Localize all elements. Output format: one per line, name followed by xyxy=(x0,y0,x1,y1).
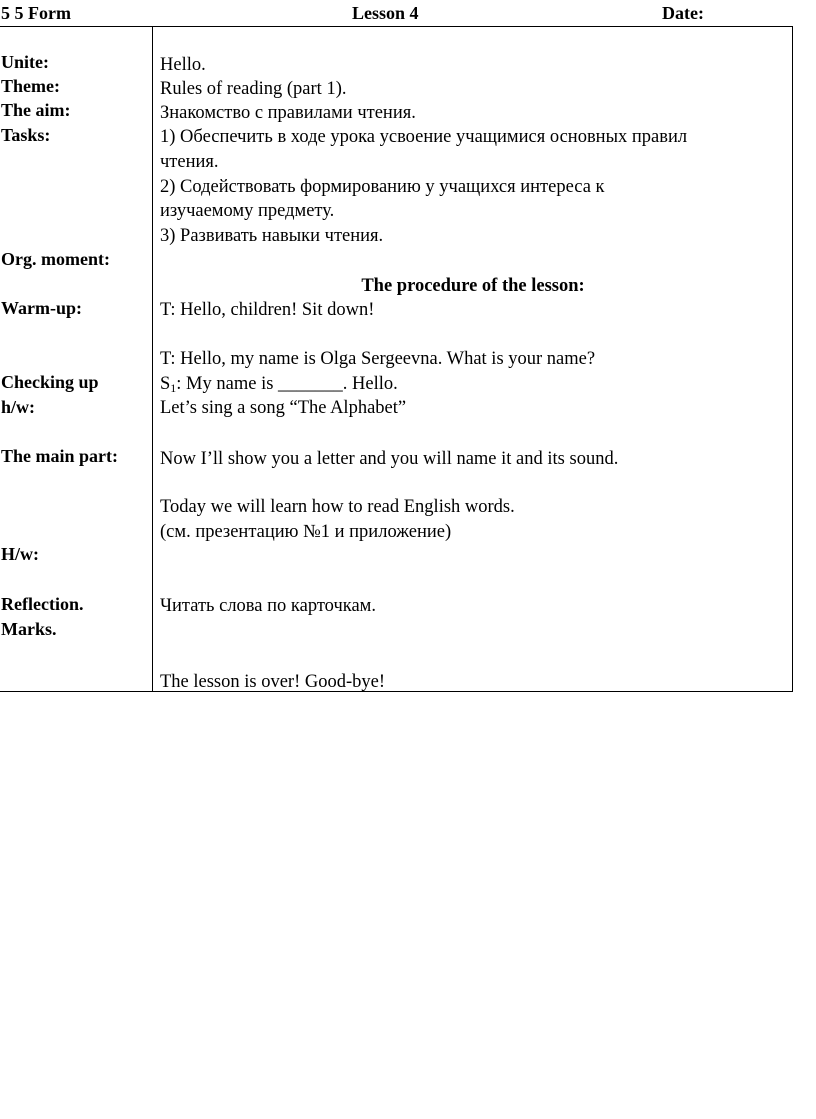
student-subscript: 1 xyxy=(170,381,177,395)
label-theme: Theme: xyxy=(1,76,60,96)
label-checking-up: Checking up xyxy=(1,372,99,392)
aim-text: Знакомство с правилами чтения. xyxy=(160,103,416,123)
task-2-line-2: изучаемому предмету. xyxy=(160,201,335,221)
student-reply: : My name is _______. Hello. xyxy=(176,374,398,394)
date-label: Date: xyxy=(662,3,704,23)
main-part-text: Today we will learn how to read English words. xyxy=(160,497,515,517)
student-prefix: S xyxy=(160,374,171,394)
label-aim: The aim: xyxy=(1,100,71,120)
main-part-note: (см. презентацию №1 и приложение) xyxy=(160,522,452,542)
label-org-moment: Org. moment: xyxy=(1,249,110,269)
warm-up-text: T: Hello, my name is Olga Sergeevna. What is your name? xyxy=(160,349,596,369)
label-warm-up: Warm-up: xyxy=(1,298,82,318)
task-3: 3) Развивать навыки чтения. xyxy=(160,226,384,246)
unite-text: Hello. xyxy=(160,55,206,75)
song-text: Let’s sing a song “The Alphabet” xyxy=(160,398,407,418)
checking-text: Now I’ll show you a letter and you will name it and its sound. xyxy=(160,449,619,469)
task-1-line-2: чтения. xyxy=(160,152,219,172)
label-hw: H/w: xyxy=(1,544,39,564)
label-tasks: Tasks: xyxy=(1,125,51,145)
procedure-title: The procedure of the lesson: xyxy=(361,276,585,296)
lesson-number: Lesson 4 xyxy=(352,3,419,23)
label-unite: Unite: xyxy=(1,52,49,72)
org-moment-text: T: Hello, children! Sit down! xyxy=(160,300,375,320)
task-1-line-1: 1) Обеспечить в ходе урока усвоение учащимися основных правил xyxy=(160,127,688,147)
student-line xyxy=(160,372,398,397)
theme-text: Rules of reading (part 1). xyxy=(160,79,347,99)
hw-text: Читать слова по карточкам. xyxy=(160,596,377,616)
form-label: 5 5 Form xyxy=(1,3,71,23)
column-divider xyxy=(152,27,153,691)
lesson-header xyxy=(0,0,794,26)
label-main-part: The main part: xyxy=(1,446,118,466)
task-2-line-1: 2) Содействовать формированию у учащихся интереса к xyxy=(160,177,605,197)
lesson-plan-table xyxy=(0,26,793,692)
label-reflection: Reflection. xyxy=(1,594,84,614)
label-checking-hw: h/w: xyxy=(1,397,36,417)
closing-text: The lesson is over! Good-bye! xyxy=(160,672,386,692)
label-marks: Marks. xyxy=(1,619,57,639)
